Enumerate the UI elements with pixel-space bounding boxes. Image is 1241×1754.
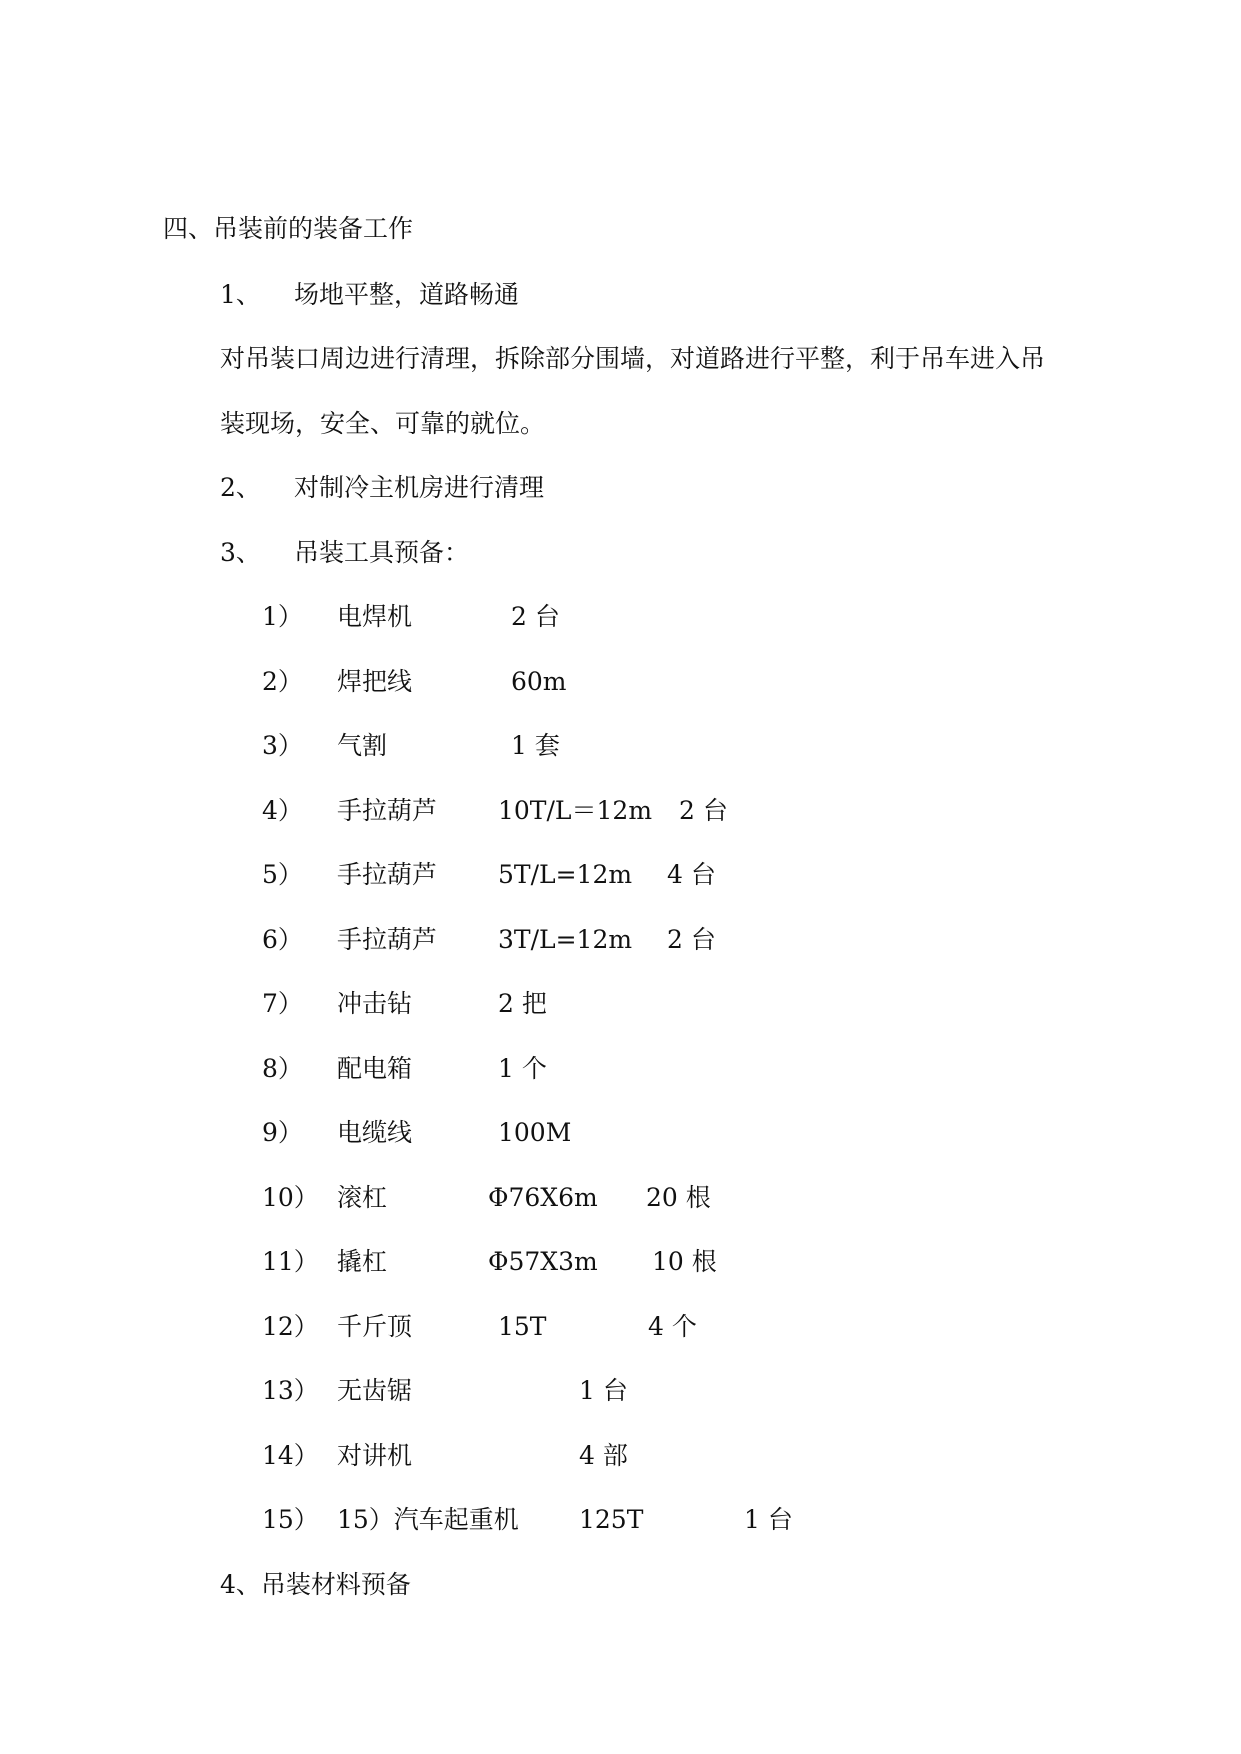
tool-qty: 1 台 (744, 1505, 793, 1534)
item1-title: 场地平整，道路畅通 (294, 280, 520, 309)
tool-name: 配电箱 (337, 1054, 413, 1083)
tool-name: 15）汽车起重机 (337, 1505, 519, 1534)
section-heading: 四、吊装前的装备工作 (163, 214, 414, 243)
tool-number: 5） (262, 860, 303, 889)
tool-number: 9） (262, 1118, 303, 1147)
item1-number: 1、 (220, 280, 261, 309)
tool-number: 11） (262, 1247, 319, 1276)
tool-number: 13） (262, 1376, 319, 1405)
tool-name: 滚杠 (337, 1183, 388, 1212)
tool-spec: 10T/L＝12m (498, 796, 653, 825)
tool-number: 8） (262, 1054, 303, 1083)
item1-text-line1: 对吊装口周边进行清理，拆除部分围墙，对道路进行平整，利于吊车进入吊 (220, 344, 1046, 373)
tool-name: 手拉葫芦 (337, 796, 438, 825)
tool-name: 冲击钻 (337, 989, 413, 1018)
tool-spec: 5T/L=12m (498, 860, 633, 889)
tool-spec: 15T (498, 1312, 547, 1341)
tool-number: 7） (262, 989, 303, 1018)
tool-number: 6） (262, 925, 303, 954)
tool-name: 手拉葫芦 (337, 860, 438, 889)
tool-qty: 2 台 (511, 602, 560, 631)
tool-name: 对讲机 (337, 1441, 413, 1470)
tool-qty: 100M (498, 1118, 572, 1147)
tool-number: 3） (262, 731, 303, 760)
tool-name: 电焊机 (337, 602, 413, 631)
item3-title: 吊装工具预备： (294, 538, 470, 567)
tool-qty: 1 个 (498, 1054, 547, 1083)
tool-number: 15） (262, 1505, 319, 1534)
tool-qty: 1 台 (579, 1376, 628, 1405)
tool-name: 焊把线 (337, 667, 413, 696)
tool-number: 14） (262, 1441, 319, 1470)
tool-name: 无齿锯 (337, 1376, 413, 1405)
tool-name: 电缆线 (337, 1118, 413, 1147)
tool-spec: 3T/L=12m (498, 925, 633, 954)
tool-spec: 125T (579, 1505, 644, 1534)
tool-number: 4） (262, 796, 303, 825)
tool-name: 千斤顶 (337, 1312, 413, 1341)
tool-qty: 4 个 (648, 1312, 697, 1341)
item4-title: 4、吊装材料预备 (220, 1570, 411, 1599)
item2-title: 对制冷主机房进行清理 (294, 473, 545, 502)
tool-name: 气割 (337, 731, 388, 760)
tool-qty: 20 根 (646, 1183, 711, 1212)
tool-number: 1） (262, 602, 303, 631)
tool-qty: 2 台 (679, 796, 728, 825)
tool-name: 撬杠 (337, 1247, 388, 1276)
item2-number: 2、 (220, 473, 261, 502)
tool-number: 2） (262, 667, 303, 696)
tool-number: 10） (262, 1183, 319, 1212)
item1-text-line2: 装现场，安全、可靠的就位。 (220, 409, 546, 438)
tool-qty: 4 台 (667, 860, 716, 889)
item3-number: 3、 (220, 538, 261, 567)
tool-qty: 10 根 (652, 1247, 717, 1276)
tool-spec: Φ57X3m (488, 1247, 598, 1276)
tool-qty: 2 把 (498, 989, 547, 1018)
tool-spec: Φ76X6m (488, 1183, 598, 1212)
tool-qty: 1 套 (511, 731, 560, 760)
tool-name: 手拉葫芦 (337, 925, 438, 954)
tool-qty: 60m (511, 667, 567, 696)
tool-qty: 2 台 (667, 925, 716, 954)
tool-qty: 4 部 (579, 1441, 628, 1470)
tool-number: 12） (262, 1312, 319, 1341)
